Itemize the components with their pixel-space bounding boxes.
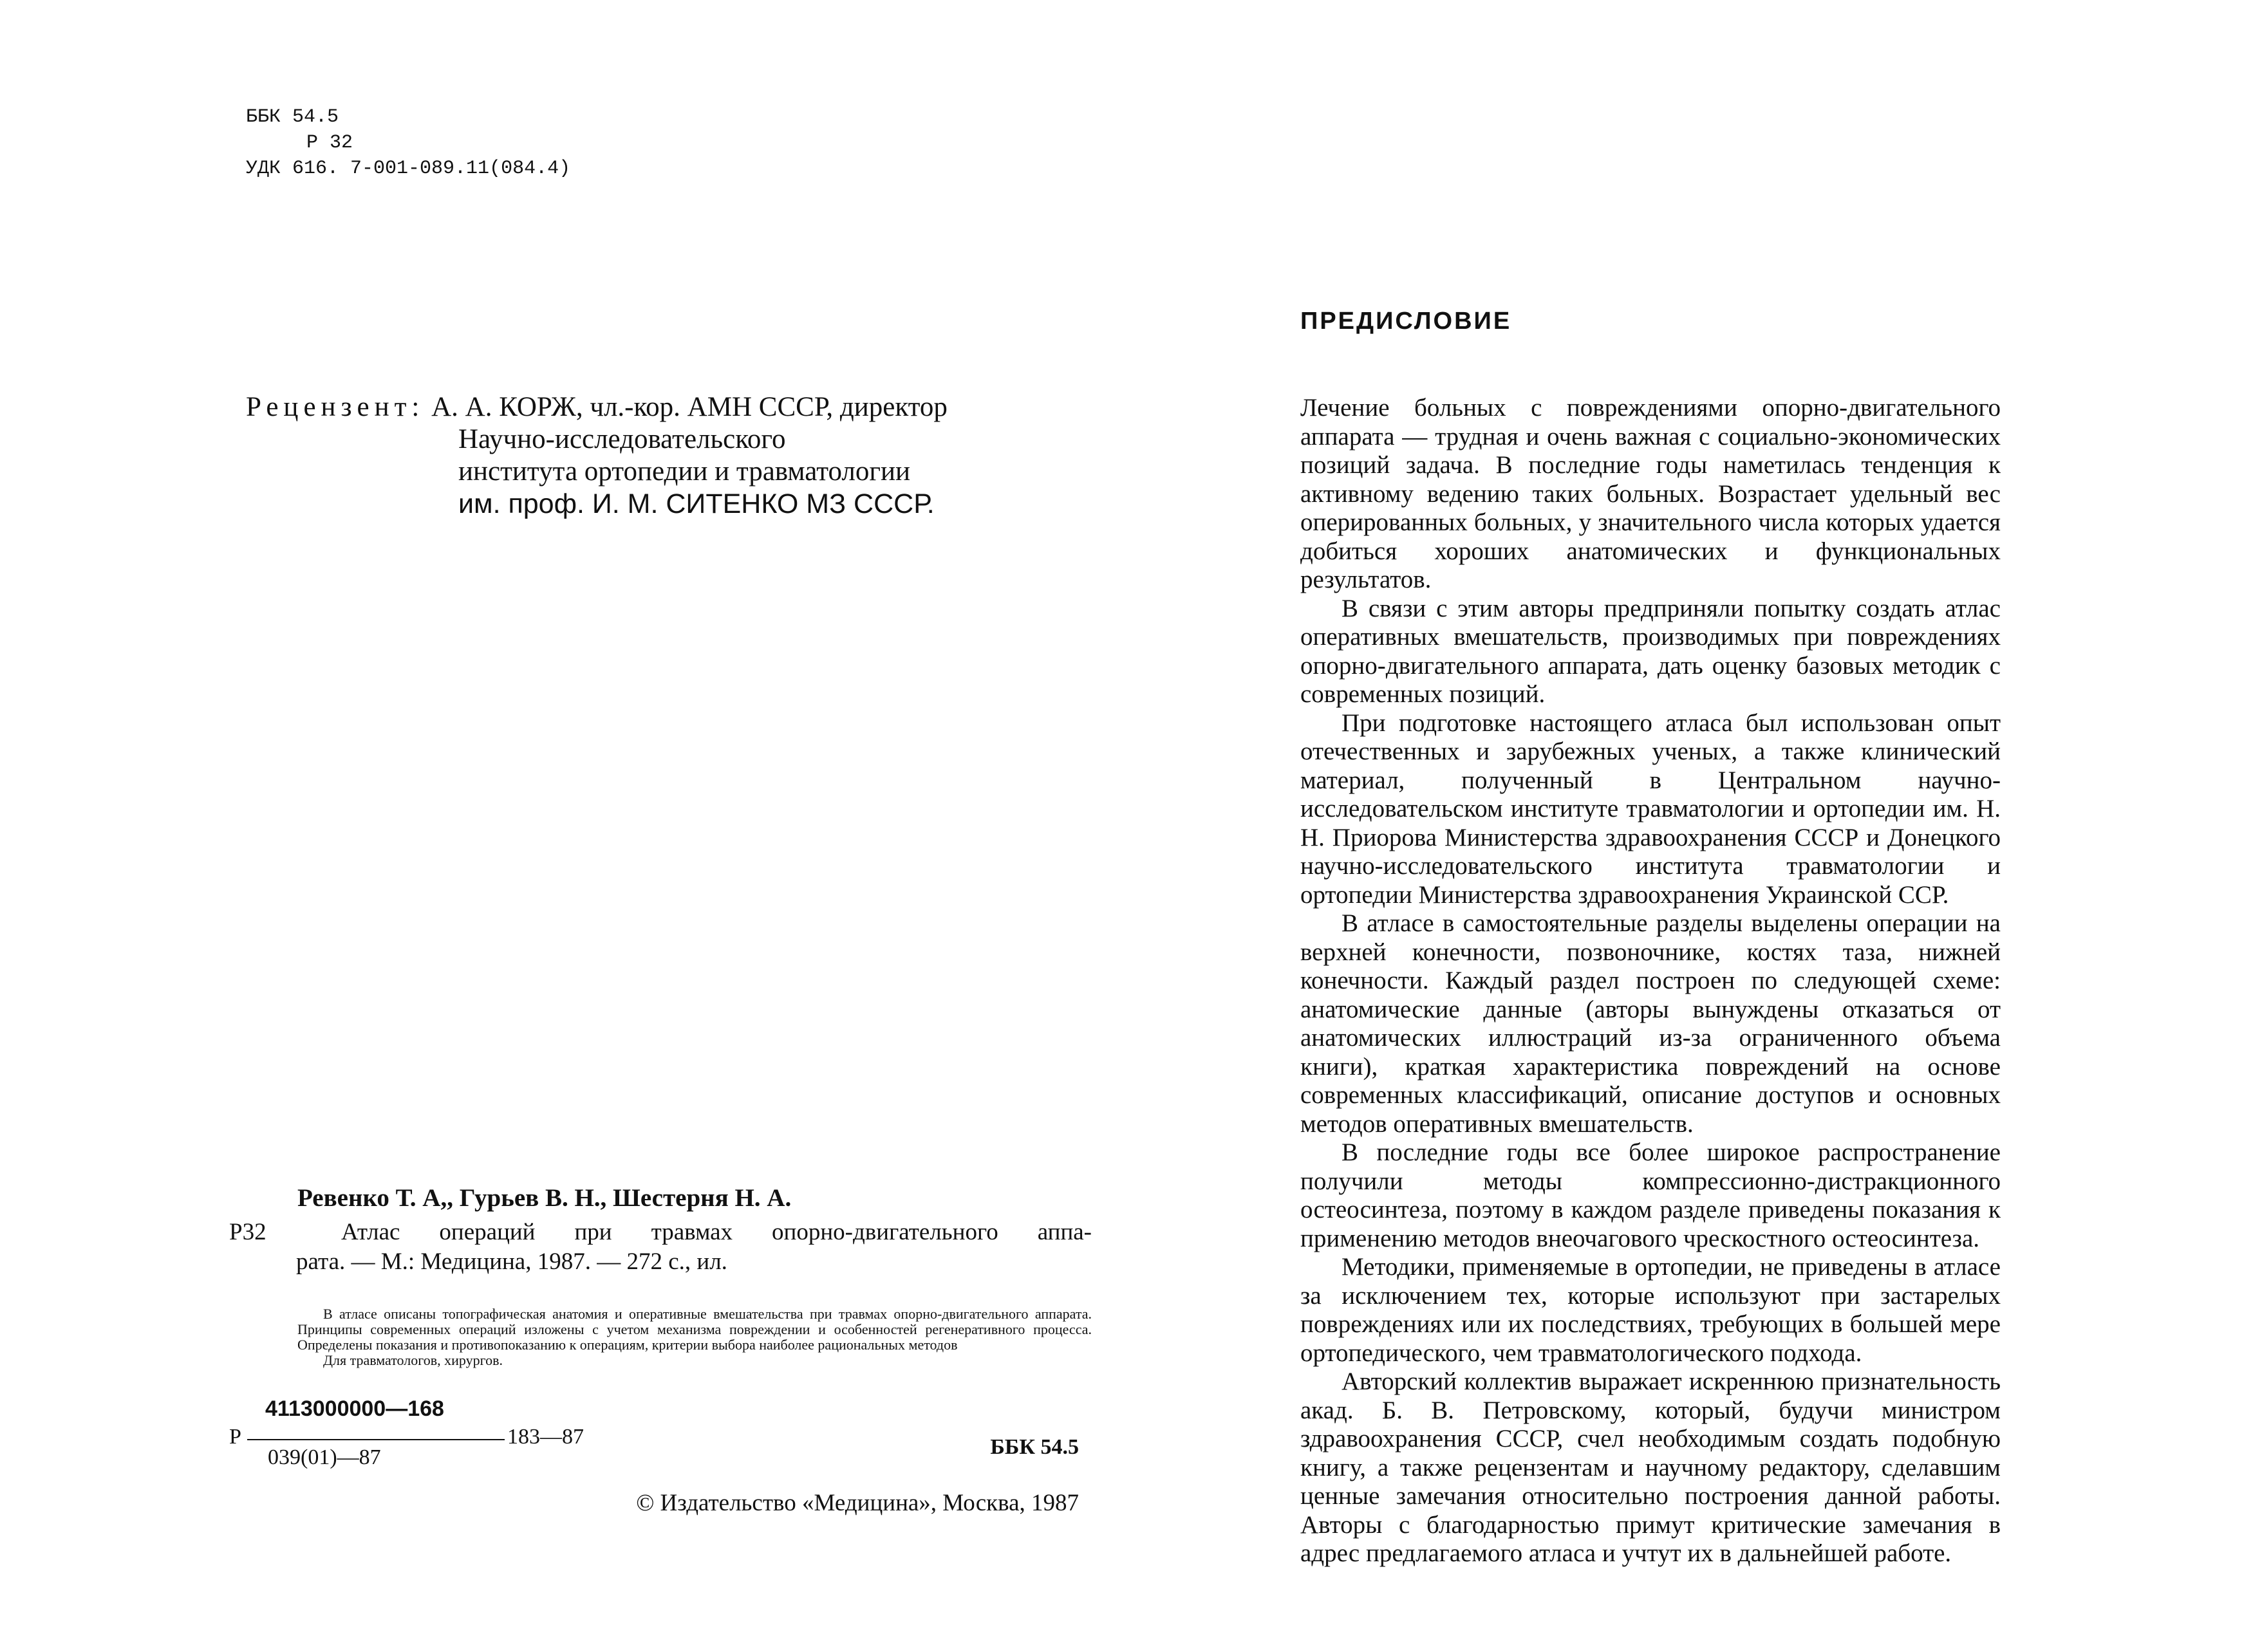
- udk-code: УДК 616. 7-001-089.11(084.4): [246, 158, 571, 180]
- preface-paragraph: В последние годы все более широкое распространение получили методы компрессионно-дистракционного остеосинтеза, поэтому в каждом разделе приведены показания к применению методов внеочагового чрескостного остеосинтеза.: [1300, 1138, 2001, 1252]
- record-entry: [229, 1218, 1092, 1277]
- preface-paragraph: В атласе в самостоятельные разделы выделены операции на верхней конечности, позвоночнике, костях таза, нижней конечности. Каждый раздел построен по следующей схеме: анатомические данные (авторы вынуждены отказаться от анатомических иллюстраций из-за ограниченного объема книги), краткая характеристика повреждений на основе современных классификаций, описание доступов и основных методов оперативных вмешательств.: [1300, 909, 2001, 1138]
- preface-paragraph: Лечение больных с повреждениями опорно-двигательного аппарата — трудная и очень важная с социально-экономических позиций задача. В последние годы наметилась тенденция к активному ведению таких больных. Возрастает удельный вес оперированных больных, у значительного числа которых удается добиться хороших анатомических и функциональных результатов.: [1300, 394, 2001, 593]
- copyright: © Издательство «Медицина», Москва, 1987: [636, 1490, 1079, 1516]
- annotation: [297, 1306, 1092, 1368]
- reviewer-line-1: А. А. КОРЖ, чл.-кор. АМН СССР, директор: [431, 392, 948, 422]
- left-page: [0, 0, 1126, 1652]
- index-formula: [229, 1397, 1092, 1467]
- preface-paragraph: Методики, применяемые в ортопедии, не приведены в атласе за исключением тех, которые используют при застарелых повреждениях или их последствиях, требующих в большей мере ортопедического, чем травматологического подхода.: [1300, 1253, 2001, 1367]
- reviewer-line-4: им. проф. И. М. СИТЕНКО МЗ СССР.: [458, 488, 935, 519]
- reviewer-line-2: Научно-исследовательского: [458, 424, 786, 454]
- catalog-codes: [246, 104, 570, 181]
- reviewer-block: [246, 391, 948, 520]
- preface-paragraph: В связи с этим авторы предприняли попытку создать атлас оперативных вмешательств, производимых при повреждениях опорно-двигательного аппарата, дать оценку базовых методик с современных позиций.: [1300, 594, 2001, 708]
- reviewer-label: Рецензент:: [246, 392, 425, 422]
- index-denominator: 039(01)—87: [268, 1445, 381, 1469]
- fraction-line: [247, 1439, 505, 1440]
- preface-text: [1300, 394, 2001, 1568]
- title-line-2: рата. — М.: Медицина, 1987. — 272 с., ил.: [296, 1248, 727, 1275]
- audience: Для травматологов, хирургов.: [323, 1352, 503, 1368]
- index-suffix: 183—87: [507, 1425, 584, 1449]
- right-page: [1126, 0, 2253, 1652]
- preface-paragraph: Авторский коллектив выражает искреннюю признательность акад. Б. В. Петровскому, который, будучи министром здравоохранения СССР, счел необходимым создать подобную книгу, а также рецензентам и научному редактору, сделавшим ценные замечания относительно построения данной работы. Авторы с благодарностью примут критические замечания в адрес предлагаемого атласа и учтут их в дальнейшей работе.: [1300, 1368, 2001, 1567]
- class-code: Р32: [229, 1219, 266, 1245]
- title-line-1: Атлас операций при травмах опорно-двигательного аппа-: [341, 1219, 1092, 1245]
- preface-title: ПРЕДИСЛОВИЕ: [1300, 308, 1512, 335]
- author-sign-code: Р 32: [306, 132, 353, 154]
- bibliographic-record: [229, 1183, 1092, 1517]
- reviewer-line-3: института ортопедии и травматологии: [458, 456, 911, 487]
- preface-paragraph: При подготовке настоящего атласа был использован опыт отечественных и зарубежных ученых, а также клинический материал, полученный в Центральном научно-исследовательском институте травматологии и ортопедии им. Н. Н. Приорова Министерства здравоохранения СССР и Донецкого научно-исследовательского института травматологии и ортопедии Министерства здравоохранения Украинской ССР.: [1300, 709, 2001, 909]
- bbk-bottom: ББК 54.5: [990, 1435, 1079, 1459]
- index-numerator: 4113000000—168: [265, 1397, 444, 1421]
- index-prefix: Р: [229, 1425, 241, 1449]
- annotation-text: В атласе описаны топографическая анатомия и оперативные вмешательства при травмах опорно-двигательного аппарата. Принципы современных операций изложены с учетом механизма повреждении и особенностей регенеративного процесса. Определены показания и противопоказанию к операциям, критерии выбора наиболее рациональных методов: [297, 1306, 1092, 1353]
- bbk-code: ББК 54.5: [246, 106, 339, 128]
- authors: Ревенко Т. А,, Гурьев В. Н., Шестерня Н. А.: [297, 1184, 792, 1212]
